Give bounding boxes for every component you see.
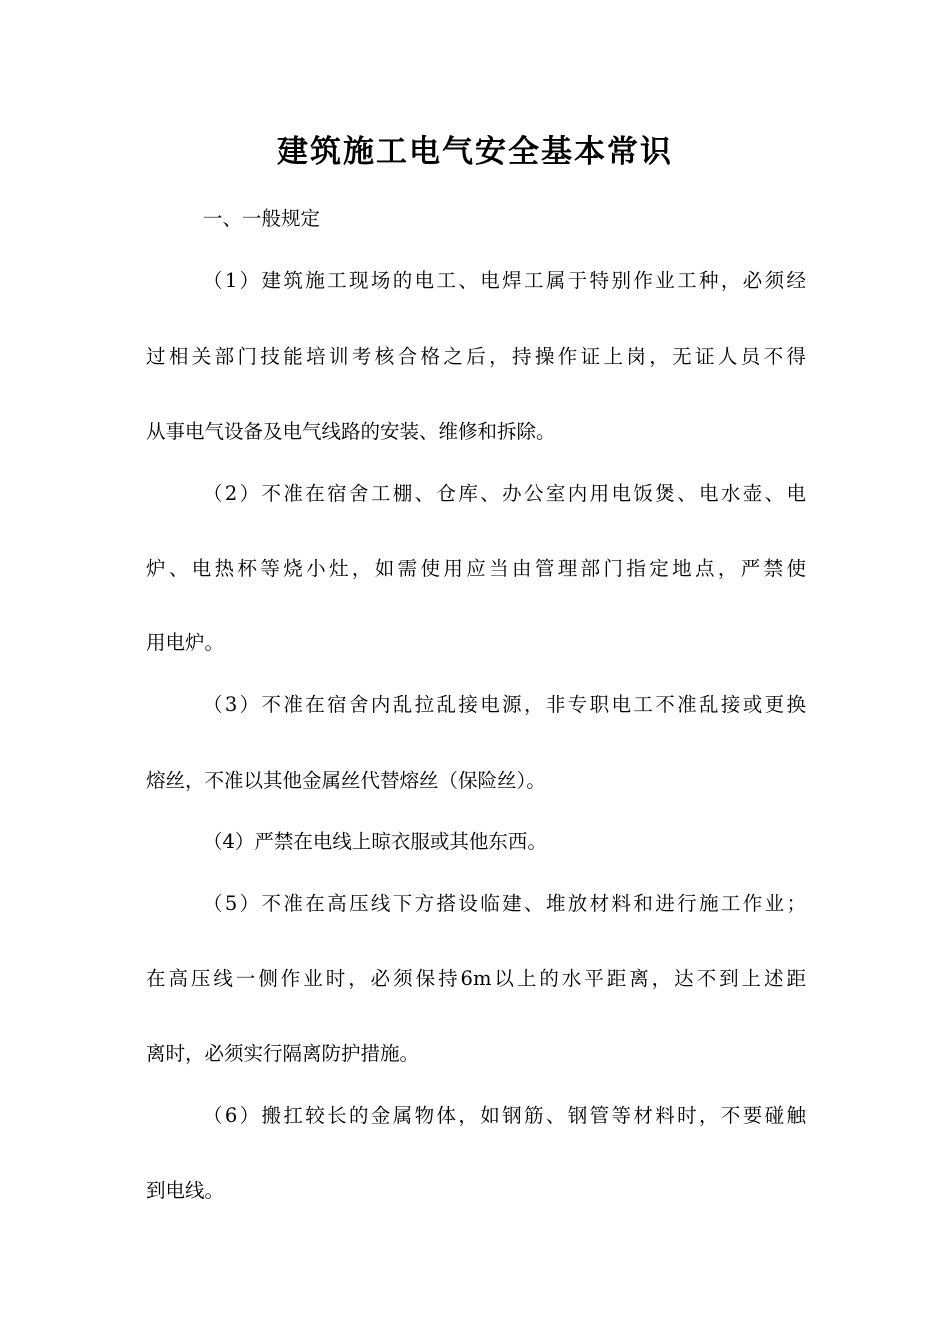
paragraph-line: 离时，必须实行隔离防护措施。	[146, 1042, 420, 1065]
paragraph-line: 从事电气设备及电气线路的安装、维修和拆除。	[146, 420, 556, 443]
paragraph-line: （3）不准在宿舍内乱拉乱接电源，非专职电工不准乱接或更换	[203, 693, 806, 716]
section-heading: 一、一般规定	[203, 207, 321, 230]
document-title: 建筑施工电气安全基本常识	[277, 134, 673, 170]
paragraph-line: 熔丝，不准以其他金属丝代替熔丝（保险丝）。	[146, 769, 546, 792]
paragraph-line: 用电炉。	[146, 631, 225, 654]
paragraph-line: 过相关部门技能培训考核合格之后，持操作证上岗，无证人员不得	[146, 345, 806, 368]
paragraph-line: 炉、电热杯等烧小灶，如需使用应当由管理部门指定地点，严禁使	[146, 557, 806, 580]
paragraph-line: 在高压线一侧作业时，必须保持6m以上的水平距离，达不到上述距	[146, 967, 806, 990]
paragraph-line: （2）不准在宿舍工棚、仓库、办公室内用电饭煲、电水壶、电	[203, 482, 806, 505]
paragraph-line: （1）建筑施工现场的电工、电焊工属于特别作业工种，必须经	[203, 269, 806, 292]
paragraph-line: （6）搬扛较长的金属物体，如钢筋、钢管等材料时，不要碰触	[203, 1104, 806, 1127]
paragraph-line: 到电线。	[146, 1179, 225, 1202]
paragraph-line: （5）不准在高压线下方搭设临建、堆放材料和进行施工作业；	[203, 892, 806, 915]
paragraph-line: （4）严禁在电线上晾衣服或其他东西。	[203, 830, 547, 853]
